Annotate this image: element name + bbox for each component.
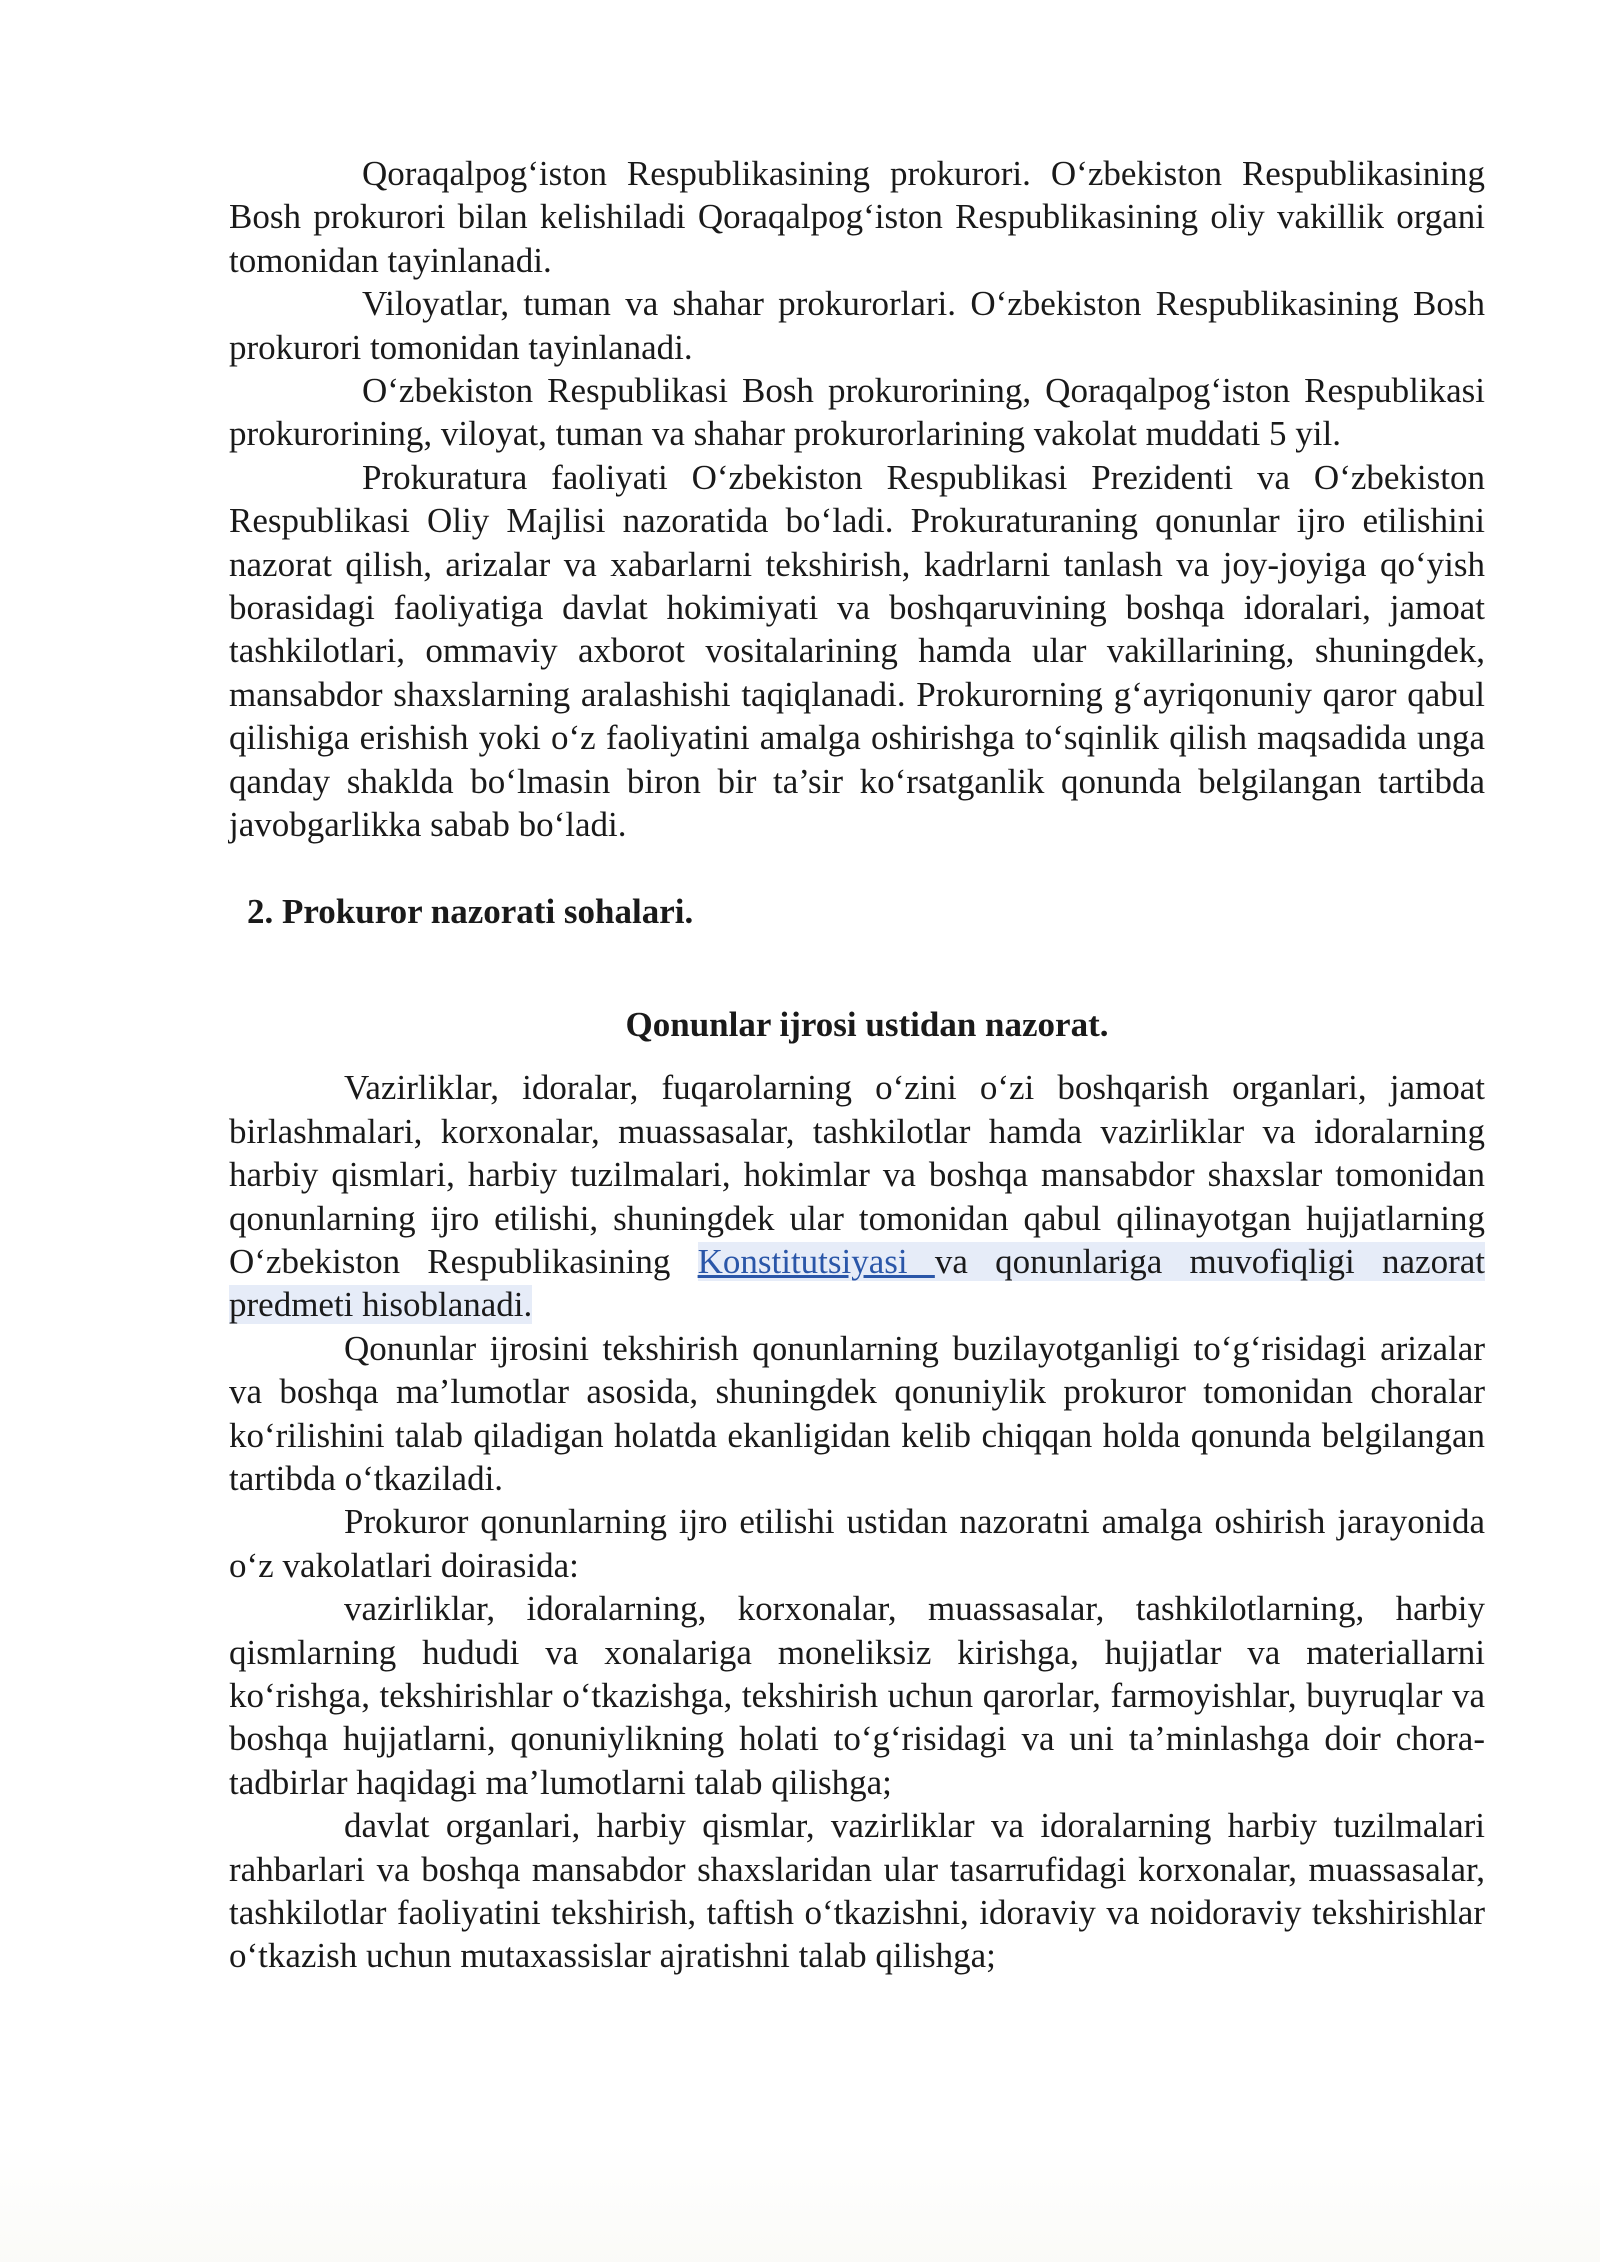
document-body (229, 152, 1485, 1978)
list-item-specialist-request: davlat organlari, harbiy qismlar, vazirliklar va idoralarning harbiy tuzilmalari rahbarlari va boshqa mansabdor shaxslaridan ular tasarrufidagi korxonalar, muassasalar, tashkilotlar faoliyatini tekshirish, taftish o‘tkazishni, idoraviy va noidoraviy tekshirishlar o‘tkazish uchun mutaxassislar ajratishni talab qilishga; (229, 1806, 1485, 1976)
paragraph-karakalpak-prosecutor: Qoraqalpog‘iston Respublikasining prokurori. O‘zbekiston Respublikasining Bosh prokurori bilan kelishiladi Qoraqalpog‘iston Respublikasining oliy vakillik organi tomonidan tayinlanadi. (229, 154, 1485, 280)
paragraph-regional-prosecutors: Viloyatlar, tuman va shahar prokurorlari. O‘zbekiston Respublikasining Bosh prokurori tomonidan tayinlanadi. (229, 284, 1485, 367)
page-bottom-shade (0, 2142, 1600, 2262)
section-heading: 2. Prokuror nazorati sohalari. (247, 891, 694, 931)
paragraph-prosecutor-powers-intro: Prokuror qonunlarning ijro etilishi ustidan nazoratni amalga oshirish jarayonida o‘z vakolatlari doirasida: (229, 1502, 1485, 1585)
list-item-access-rights: vazirliklar, idoralarning, korxonalar, muassasalar, tashkilotlarning, harbiy qismlarning hududi va xonalariga moneliksiz kirishga, hujjatlar va materiallarni ko‘rishga, tekshirishlar o‘tkazishga, tekshirish uchun qarorlar, farmoyishlar, buyruqlar va boshqa hujjatlarni, qonuniylikning holati to‘g‘risidagi va uni ta’minlashga doir chora-tadbirlar haqidagi ma’lumotlarni talab qilishga; (229, 1589, 1485, 1802)
paragraph-inspection-basis: Qonunlar ijrosini tekshirish qonunlarning buzilayotganligi to‘g‘risidagi arizalar va boshqa ma’lumotlar asosida, shuningdek qonuniylik prokuror tomonidan choralar ko‘rilishini talab qiladigan holatda ekanligidan kelib chiqqan holda qonunda belgilangan tartibda o‘tkaziladi. (229, 1328, 1485, 1498)
paragraph-text-before-link: Vazirliklar, idoralar, fuqarolarning o‘zini o‘zi boshqarish organlari, jamoat birlashmalari, korxonalar, muassasalar, tashkilotlar hamda vazirliklar va idoralarning harbiy qismlari, harbiy tuzilmalari, hokimlar va boshqa mansabdor shaxslar tomonidan qonunlarning ijro etilishi, shuningdek ular tomonidan qabul qilinayotgan hujjatlarning O‘zbekiston Respublikasining (229, 1068, 1485, 1281)
paragraph-subject-of-supervision (229, 1066, 1485, 1326)
paragraph-term-of-office: O‘zbekiston Respublikasi Bosh prokurorining, Qoraqalpog‘iston Respublikasi prokurorining, viloyat, tuman va shahar prokurorlarining vakolat muddati 5 yil. (229, 371, 1485, 454)
paragraph-text-after-link: va qonunlariga muvofiqligi nazorat predmeti hisoblanadi. (229, 1241, 1485, 1325)
constitution-link[interactable]: Konstitutsiyasi (697, 1241, 935, 1281)
paragraph-prosecution-oversight: Prokuratura faoliyati O‘zbekiston Respublikasi Prezidenti va O‘zbekiston Respublikasi Oliy Majlisi nazoratida bo‘ladi. Prokuraturaning qonunlar ijro etilishini nazorat qilish, arizalar va xabarlarni tekshirish, kadrlarni tanlash va joy-joyiga qo‘yish borasidagi faoliyatiga davlat hokimiyati va boshqaruvining boshqa idoralari, jamoat tashkilotlari, ommaviy axborot vositalarining hamda ular vakillarining, shuningdek, mansabdor shaxslarning aralashishi taqiqlanadi. Prokurorning g‘ayriqonuniy qaror qabul qilishiga erishish yoki o‘z faoliyatini amalga oshirishga to‘sqinlik qilish maqsadida unga qanday shaklda bo‘lmasin biron bir ta’sir ko‘rsatganlik qonunda belgilangan tartibda javobgarlikka sabab bo‘ladi. (229, 457, 1485, 845)
subheading: Qonunlar ijrosi ustidan nazorat. (625, 1004, 1109, 1044)
